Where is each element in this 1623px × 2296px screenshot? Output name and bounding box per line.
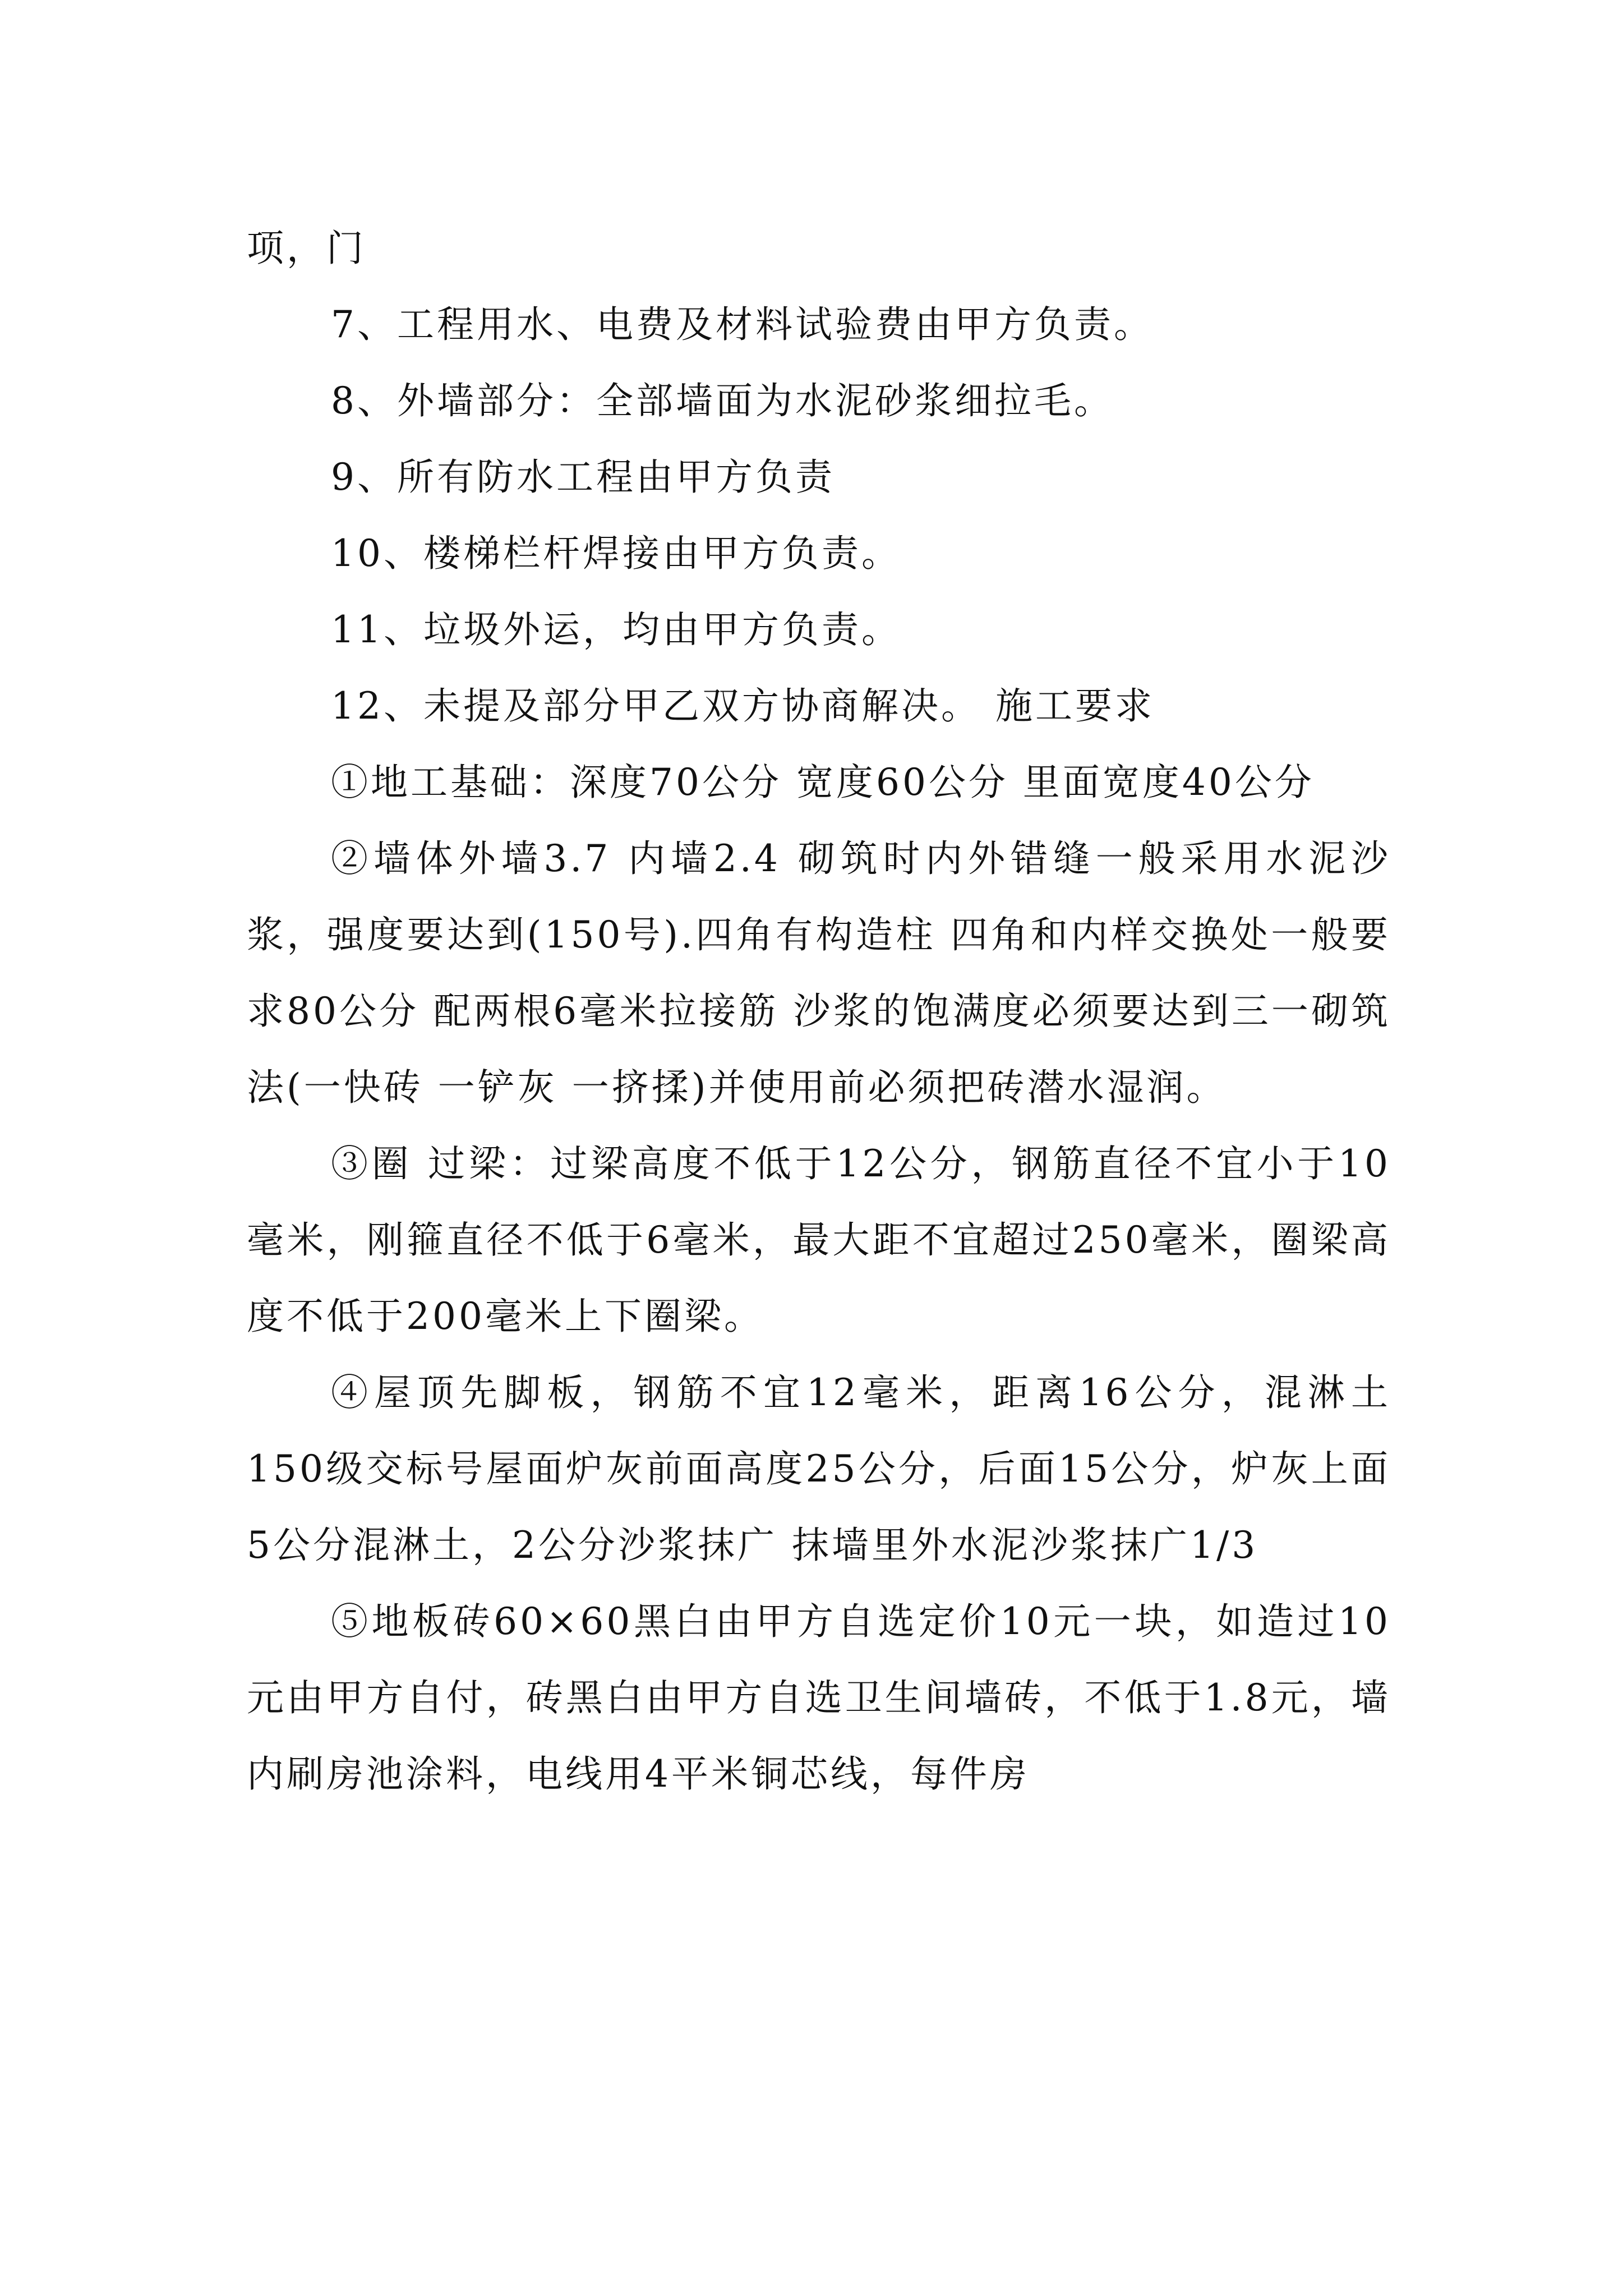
paragraph-1: 7、工程用水、电费及材料试验费由甲方负责。 [331, 303, 1154, 346]
paragraph-11: ⑤地板砖60×60黑白由甲方自选定价10元一块，如造过10元由甲方自付，砖黑白由甲方自选卫生间墙砖，不低于1.8元，墙内刷房池涂料，电线用4平米铜芯线，每件房 [247, 1600, 1391, 1796]
paragraph-0: 项，门 [247, 227, 366, 270]
paragraph-3: 9、所有防水工程由甲方负责 [331, 455, 835, 499]
paragraph-6: 12、未提及部分甲乙双方协商解决。 施工要求 [331, 684, 1155, 728]
document-body [247, 210, 1391, 1812]
paragraph-10: ④屋顶先脚板，钢筋不宜12毫米，距离16公分，混淋土150级交标号屋面炉灰前面高度25公分，后面15公分，炉灰上面5公分混淋土，2公分沙浆抹广 抹墙里外水泥沙浆抹广1/3 [247, 1371, 1391, 1567]
paragraph-4: 10、楼梯栏杆焊接由甲方负责。 [331, 532, 901, 575]
paragraph-9: ③圈 过梁：过梁高度不低于12公分，钢筋直径不宜小于10毫米，刚箍直径不低于6毫米，最大距不宜超过250毫米，圈梁高度不低于200毫米上下圈梁。 [247, 1142, 1391, 1338]
paragraph-7: ①地工基础：深度70公分 宽度60公分 里面宽度40公分 [331, 761, 1315, 804]
paragraph-5: 11、垃圾外运，均由甲方负责。 [331, 608, 901, 651]
paragraph-2: 8、外墙部分：全部墙面为水泥砂浆细拉毛。 [331, 379, 1114, 422]
paragraph-8: ②墙体外墙3.7 内墙2.4 砌筑时内外错缝一般采用水泥沙浆，强度要达到(150号).四角有构造柱 四角和内样交换处一般要求80公分 配两根6毫米拉接筋 沙浆的饱满度必须要达到三一砌筑法(一快砖 一铲灰 一挤揉)并使用前必须把砖潜水湿润。 [247, 837, 1391, 1109]
